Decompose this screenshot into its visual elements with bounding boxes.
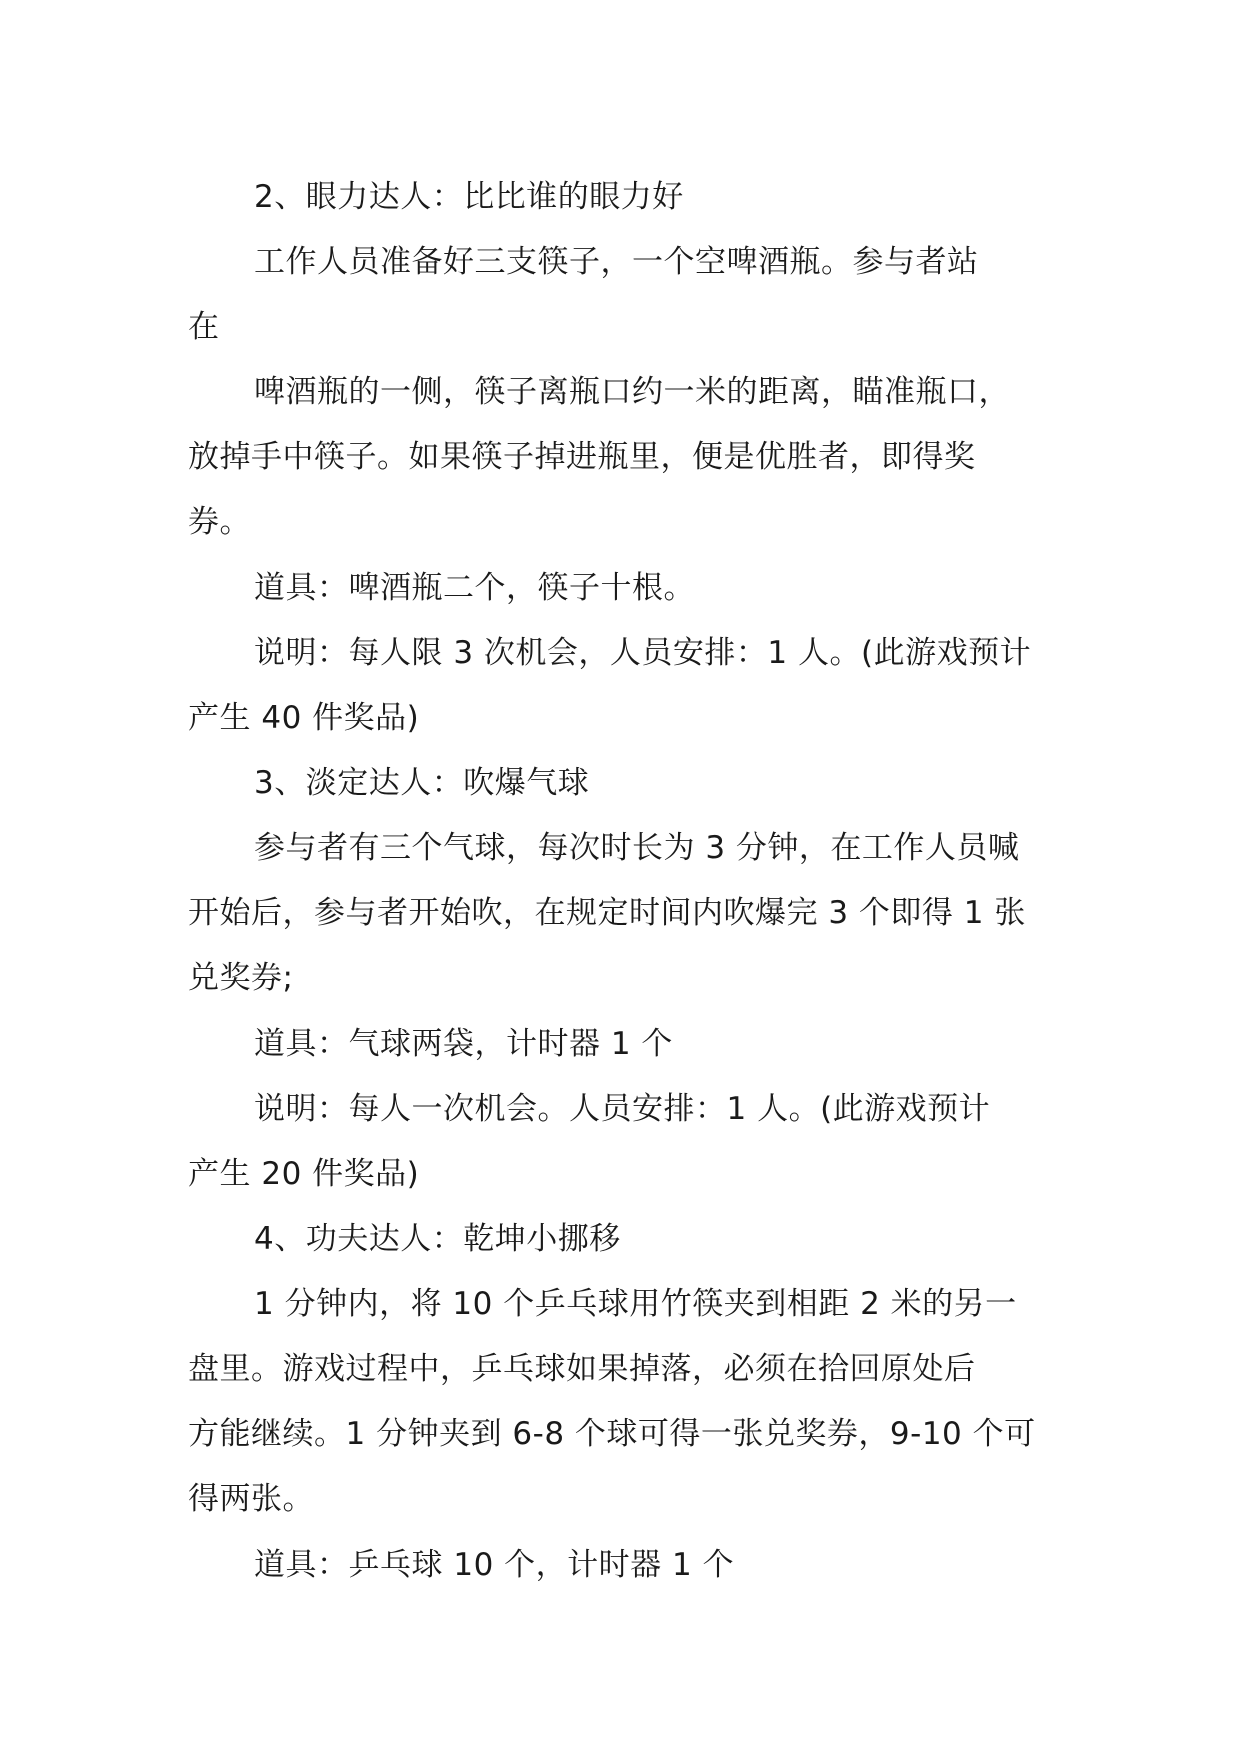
paragraph-line: 参与者有三个气球，每次时长为 3 分钟，在工作人员喊 (254, 830, 1020, 866)
note-line: 产生 20 件奖品) (188, 1156, 420, 1192)
note-line: 说明：每人一次机会。人员安排：1 人。(此游戏预计 (254, 1091, 991, 1127)
paragraph-line: 券。 (188, 504, 251, 540)
paragraph-line: 工作人员准备好三支筷子，一个空啤酒瓶。参与者站 (254, 244, 979, 280)
paragraph-line: 盘里。游戏过程中，乒乓球如果掉落，必须在拾回原处后 (188, 1351, 976, 1387)
section-heading-2: 2、眼力达人：比比谁的眼力好 (254, 179, 684, 215)
section-heading-4: 4、功夫达人：乾坤小挪移 (254, 1221, 621, 1257)
note-line: 产生 40 件奖品) (188, 700, 420, 736)
paragraph-line: 方能继续。1 分钟夹到 6-8 个球可得一张兑奖券，9-10 个可 (188, 1416, 1036, 1452)
section-heading-3: 3、淡定达人：吹爆气球 (254, 765, 590, 801)
paragraph-line: 兑奖券; (188, 960, 294, 996)
paragraph-line: 在 (188, 309, 220, 345)
paragraph-line: 1 分钟内，将 10 个乒乓球用竹筷夹到相距 2 米的另一 (254, 1286, 1017, 1322)
paragraph-line: 啤酒瓶的一侧，筷子离瓶口约一米的距离，瞄准瓶口， (254, 374, 1010, 410)
paragraph-line: 放掉手中筷子。如果筷子掉进瓶里，便是优胜者，即得奖 (188, 439, 976, 475)
paragraph-line: 开始后，参与者开始吹，在规定时间内吹爆完 3 个即得 1 张 (188, 895, 1026, 931)
props-line: 道具：乒乓球 10 个，计时器 1 个 (254, 1547, 735, 1583)
props-line: 道具：啤酒瓶二个，筷子十根。 (254, 570, 695, 606)
paragraph-line: 得两张。 (188, 1481, 314, 1517)
note-line: 说明：每人限 3 次机会，人员安排：1 人。(此游戏预计 (254, 635, 1032, 671)
props-line: 道具：气球两袋，计时器 1 个 (254, 1026, 673, 1062)
